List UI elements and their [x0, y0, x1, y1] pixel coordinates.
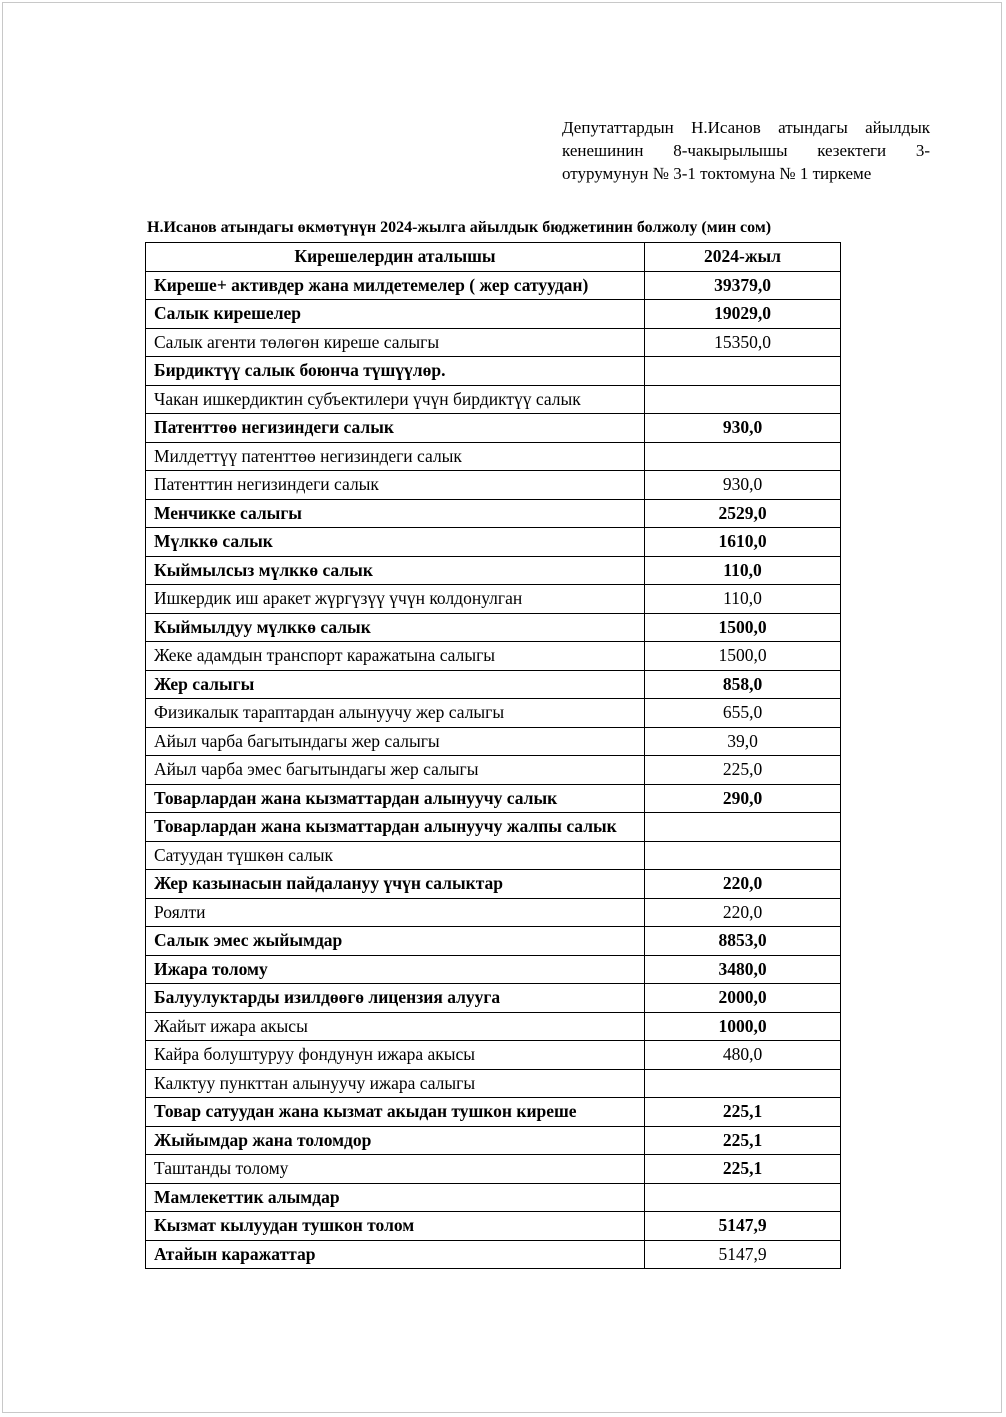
- row-value-cell: 5147,9: [645, 1240, 841, 1269]
- table-row: [146, 870, 841, 899]
- row-value-cell: 39,0: [645, 727, 841, 756]
- row-value-cell: 220,0: [645, 898, 841, 927]
- row-name-cell: Чакан ишкердиктин субъектилери үчүн бирдиктүү салык: [146, 385, 645, 414]
- table-row: [146, 1155, 841, 1184]
- row-value-cell: 1500,0: [645, 613, 841, 642]
- row-value-cell: 655,0: [645, 699, 841, 728]
- row-value-cell: 858,0: [645, 670, 841, 699]
- table-row: [146, 528, 841, 557]
- table-row: [146, 385, 841, 414]
- row-name-cell: Жайыт ижара акысы: [146, 1012, 645, 1041]
- row-name-cell: Жеке адамдын транспорт каражатына салыгы: [146, 642, 645, 671]
- row-name-cell: Товарлардан жана кызматтардан алынуучу салык: [146, 784, 645, 813]
- table-row: [146, 727, 841, 756]
- row-value-cell: [645, 1069, 841, 1098]
- table-row: [146, 756, 841, 785]
- table-row: [146, 841, 841, 870]
- row-name-cell: Кызмат кылуудан тушкон толом: [146, 1212, 645, 1241]
- row-value-cell: 930,0: [645, 414, 841, 443]
- header-annotation: Депутаттардын Н.Исанов атындагы айылдык кенешинин 8-чакырылышы кезектеги 3-отурумунун № 3-1 токтомуна № 1 тиркеме: [562, 118, 930, 183]
- row-name-cell: Товарлардан жана кызматтардан алынуучу жалпы салык: [146, 813, 645, 842]
- row-value-cell: 1000,0: [645, 1012, 841, 1041]
- table-row: [146, 357, 841, 386]
- row-name-cell: Патенттөө негизиндеги салык: [146, 414, 645, 443]
- table-row: [146, 471, 841, 500]
- row-name-cell: Менчикке салыгы: [146, 499, 645, 528]
- row-name-cell: Ижара толому: [146, 955, 645, 984]
- row-name-cell: Атайын каражаттар: [146, 1240, 645, 1269]
- table-row: [146, 670, 841, 699]
- row-value-cell: 225,1: [645, 1155, 841, 1184]
- row-name-cell: Салык эмес жыйымдар: [146, 927, 645, 956]
- row-name-cell: Калктуу пункттан алынуучу ижара салыгы: [146, 1069, 645, 1098]
- row-name-cell: Жер салыгы: [146, 670, 645, 699]
- row-name-cell: Сатуудан түшкөн салык: [146, 841, 645, 870]
- table-row: [146, 699, 841, 728]
- row-name-cell: Кыймылсыз мүлккө салык: [146, 556, 645, 585]
- row-value-cell: 480,0: [645, 1041, 841, 1070]
- row-name-cell: Роялти: [146, 898, 645, 927]
- row-name-cell: Мамлекеттик алымдар: [146, 1183, 645, 1212]
- row-name-cell: Жер казынасын пайдалануу үчүн салыктар: [146, 870, 645, 899]
- table-row: [146, 984, 841, 1013]
- row-value-cell: 225,0: [645, 756, 841, 785]
- row-value-cell: 1500,0: [645, 642, 841, 671]
- row-name-cell: Ишкердик иш аракет жүргүзүү үчүн колдонулган: [146, 585, 645, 614]
- table-row: [146, 955, 841, 984]
- row-value-cell: 8853,0: [645, 927, 841, 956]
- table-row: [146, 499, 841, 528]
- table-row: [146, 613, 841, 642]
- row-name-cell: Мүлккө салык: [146, 528, 645, 557]
- row-value-cell: 5147,9: [645, 1212, 841, 1241]
- table-row: [146, 784, 841, 813]
- row-name-cell: Салык агенти төлөгөн киреше салыгы: [146, 328, 645, 357]
- table-row: [146, 898, 841, 927]
- row-value-cell: 2000,0: [645, 984, 841, 1013]
- row-value-cell: [645, 442, 841, 471]
- row-value-cell: 2529,0: [645, 499, 841, 528]
- row-value-cell: [645, 1183, 841, 1212]
- row-value-cell: [645, 385, 841, 414]
- row-name-cell: Кайра болуштуруу фондунун ижара акысы: [146, 1041, 645, 1070]
- table-row: [146, 414, 841, 443]
- row-value-cell: 39379,0: [645, 271, 841, 300]
- row-name-cell: Физикалык тараптардан алынуучу жер салыгы: [146, 699, 645, 728]
- row-value-cell: 1610,0: [645, 528, 841, 557]
- column-header-name: Кирешелердин аталышы: [146, 243, 645, 272]
- row-name-cell: Милдеттүү патенттөө негизиндеги салык: [146, 442, 645, 471]
- row-name-cell: Балуулуктарды изилдөөгө лицензия алууга: [146, 984, 645, 1013]
- budget-table: [145, 242, 841, 1269]
- table-row: [146, 1183, 841, 1212]
- row-value-cell: 110,0: [645, 556, 841, 585]
- row-name-cell: Кыймылдуу мүлккө салык: [146, 613, 645, 642]
- column-header-year: 2024-жыл: [645, 243, 841, 272]
- table-row: [146, 1240, 841, 1269]
- table-header-row: [146, 243, 841, 272]
- row-value-cell: [645, 841, 841, 870]
- table-row: [146, 642, 841, 671]
- document-title: Н.Исанов атындагы өкмөтүнүн 2024-жылга айылдык бюджетинин болжолу (мин сом): [147, 219, 772, 236]
- row-name-cell: Патенттин негизиндеги салык: [146, 471, 645, 500]
- table-row: [146, 1012, 841, 1041]
- table-row: [146, 442, 841, 471]
- row-name-cell: Бирдиктүү салык боюнча түшүүлөр.: [146, 357, 645, 386]
- row-value-cell: [645, 813, 841, 842]
- table-row: [146, 1098, 841, 1127]
- table-row: [146, 328, 841, 357]
- table-row: [146, 585, 841, 614]
- table-row: [146, 1212, 841, 1241]
- row-name-cell: Айыл чарба эмес багытындагы жер салыгы: [146, 756, 645, 785]
- table-row: [146, 271, 841, 300]
- row-name-cell: Таштанды толому: [146, 1155, 645, 1184]
- row-value-cell: 290,0: [645, 784, 841, 813]
- row-value-cell: 15350,0: [645, 328, 841, 357]
- row-value-cell: 225,1: [645, 1126, 841, 1155]
- row-name-cell: Салык кирешелер: [146, 300, 645, 329]
- table-row: [146, 1126, 841, 1155]
- row-name-cell: Айыл чарба багытындагы жер салыгы: [146, 727, 645, 756]
- row-name-cell: Жыйымдар жана толомдор: [146, 1126, 645, 1155]
- row-value-cell: 930,0: [645, 471, 841, 500]
- table-row: [146, 300, 841, 329]
- table-row: [146, 813, 841, 842]
- table-row: [146, 556, 841, 585]
- table-row: [146, 1041, 841, 1070]
- row-value-cell: 19029,0: [645, 300, 841, 329]
- table-row: [146, 1069, 841, 1098]
- row-name-cell: Киреше+ активдер жана милдетемелер ( жер сатуудан): [146, 271, 645, 300]
- row-name-cell: Товар сатуудан жана кызмат акыдан тушкон киреше: [146, 1098, 645, 1127]
- row-value-cell: 3480,0: [645, 955, 841, 984]
- row-value-cell: 110,0: [645, 585, 841, 614]
- table-row: [146, 927, 841, 956]
- row-value-cell: [645, 357, 841, 386]
- row-value-cell: 220,0: [645, 870, 841, 899]
- row-value-cell: 225,1: [645, 1098, 841, 1127]
